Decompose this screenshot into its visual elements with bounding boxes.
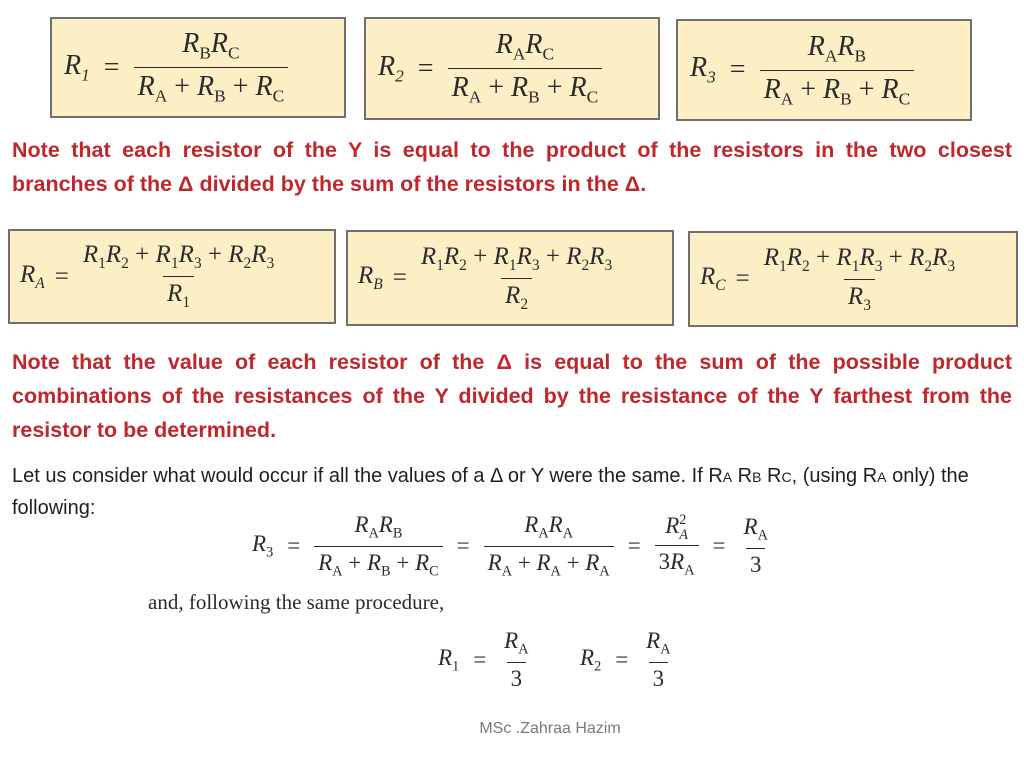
fraction: $\frac{R_AR_C}{R_A + R_B + R_C}$: [448, 29, 603, 107]
formula-box-r1: [50, 17, 346, 118]
fraction: $\frac{R_A}{3}$: [646, 628, 671, 691]
procedure-text: and, following the same procedure,: [148, 590, 445, 614]
equation-rc: $R_C$ = $\frac{R_1R_2 + R_1R_3 + R_2R_3}{R_3}$: [700, 244, 959, 315]
result-r2: $R_2$ = $\frac{R_A}{3}$: [580, 628, 675, 692]
equation-ra: $R_A$ = $\frac{R_1R_2 + R_1R_3 + R_2R_3}{R_1}$: [20, 241, 278, 312]
equation-r1: $R_1$ = $\frac{R_BR_C}{R_A + R_B + R_C}$: [64, 28, 288, 106]
result-r1: $R_1$ = $\frac{R_A}{3}$: [438, 628, 533, 692]
consider-paragraph: Let us consider what would occur if all the values of a Δ or Y were the same. If RA RB RC, (using RA only) the following:: [12, 465, 969, 519]
fraction: $\frac{R_AR_B}{R_A + R_B + R_C}$: [760, 31, 915, 109]
formula-box-r2: [364, 17, 660, 120]
footer-author: MSc .Zahraa Hazim: [479, 720, 621, 737]
formula-box-ra: [8, 229, 336, 324]
formula-box-r3: [676, 19, 972, 121]
equation-rb: $R_B$ = $\frac{R_1R_2 + R_1R_3 + R_2R_3}{R_2}$: [358, 243, 616, 314]
note-delta: Note that the value of each resistor of the Δ is equal to the sum of the possible product combinations of the resistances of the Y divided by the resistance of the Y farthest from the resistor to be determined.: [12, 350, 1012, 442]
fraction: $\frac{R_BR_C}{R_A + R_B + R_C}$: [134, 28, 289, 106]
fraction: $\frac{R_1R_2 + R_1R_3 + R_2R_3}{R_3}$: [763, 243, 956, 314]
equation-r2: $R_2$ = $\frac{R_AR_C}{R_A + R_B + R_C}$: [378, 29, 602, 107]
equation-r3: $R_3$ = $\frac{R_AR_B}{R_A + R_B + R_C}$: [690, 31, 914, 109]
fraction: $\frac{R_A}{3}$: [504, 628, 529, 691]
fraction: $\frac{R_AR_A}{R_A + R_A + R_A}$: [484, 512, 614, 580]
formula-box-rb: [346, 230, 674, 326]
fraction: $\frac{R_A}{3}$: [743, 514, 768, 577]
note-wye: Note that each resistor of the Y is equal to the product of the resistors in the two closest branches of the Δ divided by the sum of the resistors in the Δ.: [12, 138, 1012, 196]
fraction: $\frac{R_AR_B}{R_A + R_B + R_C}$: [314, 512, 442, 580]
fraction: R 2 A $3R_A$: [655, 513, 699, 580]
example-equation-r3: $R_3$ = $\frac{R_AR_B}{R_A + R_B + R_C}$ = $\frac{R_AR_A}{R_A + R_A + R_A}$ = R 2 A $3R_A$ = $\frac{R_A}{3}$: [252, 508, 772, 580]
fraction: $\frac{R_1R_2 + R_1R_3 + R_2R_3}{R_1}$: [82, 241, 275, 311]
formula-box-rc: [688, 231, 1018, 327]
fraction: $\frac{R_1R_2 + R_1R_3 + R_2R_3}{R_2}$: [420, 242, 613, 313]
